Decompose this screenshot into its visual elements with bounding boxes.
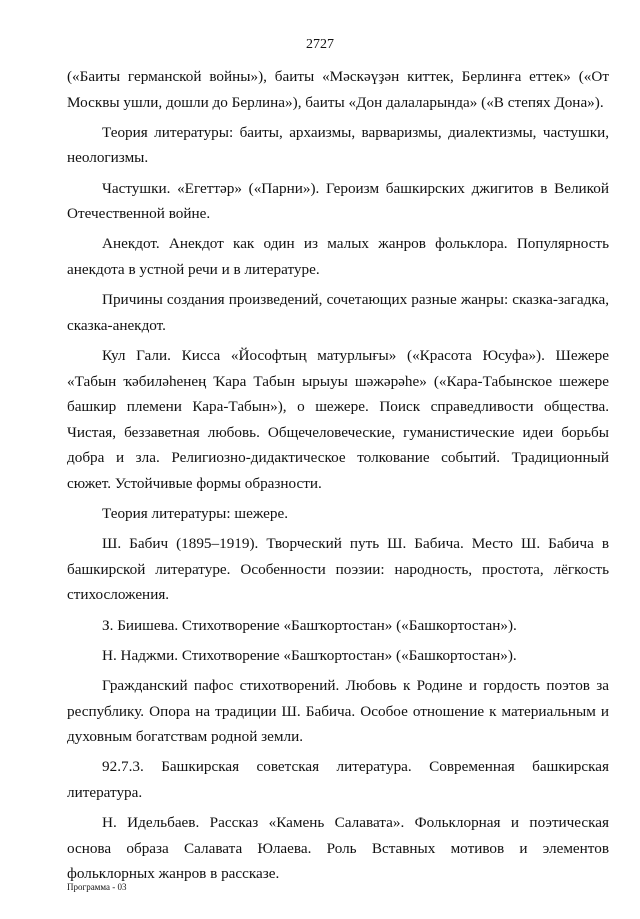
paragraph-nadzhmi: Н. Наджми. Стихотворение «Башҡортостан» («Башкортостан»). [102, 646, 517, 664]
section-heading-92-7-3: 92.7.3. Башкирская советская литература. Современная башкирская литература. [67, 758, 609, 801]
paragraph-biisheva: З. Биишева. Стихотворение «Башҡортостан» («Башкортостан»). [102, 616, 517, 634]
paragraph-theory-baity: Теория литературы: баиты, архаизмы, варваризмы, диалектизмы, частушки, неологизмы. [67, 123, 609, 167]
page-number: 2727 [306, 37, 334, 52]
paragraph-mixed-genres: Причины создания произведений, сочетающих разные жанры: сказка-загадка, сказка-анекдот. [67, 291, 609, 334]
paragraph-anekdot: Анекдот. Анекдот как один из малых жанров фольклора. Популярность анекдота в устной речи и в литературе. [67, 235, 609, 278]
paragraph-babich: Ш. Бабич (1895–1919). Творческий путь Ш. Бабича. Место Ш. Бабича в башкирской литературе. Особенности поэзии: народность, простота, лёгкость стихосложения. [67, 535, 609, 604]
footer-label: Программа - 03 [67, 882, 127, 892]
paragraph-chastushki: Частушки. «Егеттәр» («Парни»). Героизм башкирских джигитов в Великой Отечественной войне. [67, 179, 609, 223]
paragraph-theory-shezhere: Теория литературы: шежере. [102, 505, 289, 523]
paragraph-civic-pathos: Гражданский пафос стихотворений. Любовь к Родине и гордость поэтов за республику. Опора на традиции Ш. Бабича. Особое отношение к материальным и духовным богатствам родной земли. [67, 677, 609, 746]
paragraph-kul-gali: Кул Гали. Кисса «Йософтың матурлығы» («Красота Юсуфа»). Шежере «Табын ҡәбиләһенең Ҡара Табын ырыуы шәжәрәһе» («Кара-Табынское шежере башкир племени Кара-Табын»), о шежере. Поиск справедливости общества. Чистая, беззаветная любовь. Общечеловеческие, гуманистические идеи борьбы добра и зла. Религиозно-дидактическое толкование событий. Традиционный сюжет. Устойчивые формы образности. [67, 346, 609, 492]
body-text [67, 64, 609, 892]
paragraph-idelbaev: Н. Идельбаев. Рассказ «Камень Салавата». Фольклорная и поэтическая основа образа Салавата Юлаева. Роль Вставных мотивов и элементов фольклорных жанров в рассказе. [67, 814, 609, 883]
paragraph-baity-continuation: («Баиты германской войны»), баиты «Мәскәүҙән киттек, Берлинға еттек» («От Москвы ушли, дошли до Берлина»), баиты «Дон далаларында» («В степях Дона»). [67, 68, 609, 111]
